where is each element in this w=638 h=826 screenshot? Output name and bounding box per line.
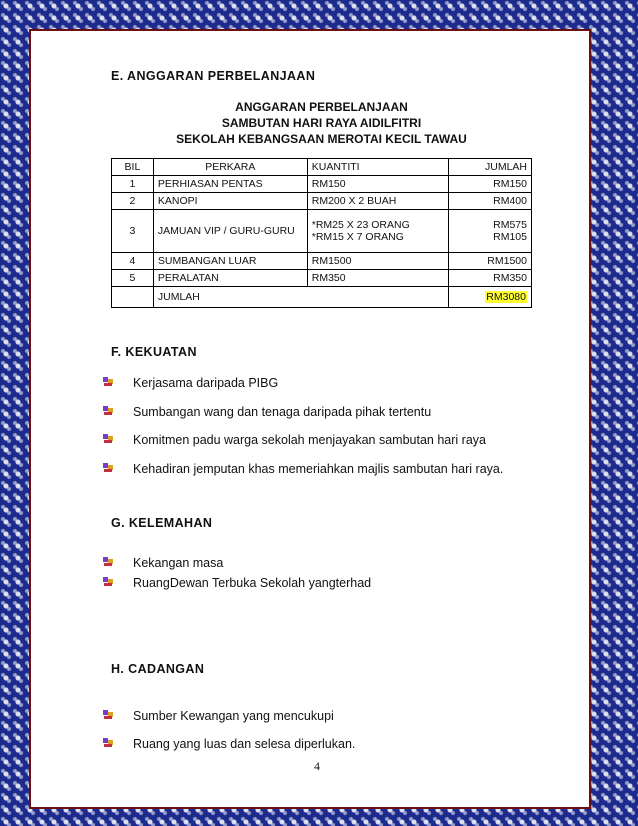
row4-kuantiti: RM1500	[307, 253, 448, 270]
row1-bil: 1	[112, 176, 154, 193]
header-bil: BIL	[112, 159, 154, 176]
total-label: JUMLAH	[153, 287, 448, 308]
budget-heading-line3: SEKOLAH KEBANGSAAN MEROTAI KECIL TAWAU	[176, 132, 467, 146]
row3-kuantiti-line2: *RM15 X 7 ORANG	[311, 231, 404, 243]
row3-perkara: JAMUAN VIP / GURU-GURU	[153, 210, 307, 253]
header-perkara: PERKARA	[153, 159, 307, 176]
budget-heading-line2: SAMBUTAN HARI RAYA AIDILFITRI	[221, 116, 422, 130]
total-value: RM3080	[486, 291, 526, 303]
row3-jumlah	[449, 210, 532, 253]
table-row	[112, 176, 532, 193]
bullet-icon	[103, 577, 114, 587]
table-row	[112, 193, 532, 210]
table-total-row	[112, 287, 532, 308]
page-number: 4	[314, 759, 320, 773]
list-item: RuangDewan Terbuka Sekolah yangterhad	[133, 576, 372, 590]
header-jumlah: JUMLAH	[449, 159, 532, 176]
list-item: Sumber Kewangan yang mencukupi	[133, 709, 334, 723]
total-bil-empty	[112, 287, 154, 308]
row5-bil: 5	[112, 270, 154, 287]
list-item: Ruang yang luas dan selesa diperlukan.	[133, 737, 356, 751]
budget-heading-line1: ANGGARAN PERBELANJAAN	[235, 100, 408, 114]
header-kuantiti: KUANTITI	[307, 159, 448, 176]
row4-jumlah: RM1500	[449, 253, 532, 270]
list-item: Kehadiran jemputan khas memeriahkan majlis sambutan hari raya.	[133, 462, 504, 476]
row5-perkara: PERALATAN	[153, 270, 307, 287]
list-item: Kekangan masa	[133, 556, 224, 570]
row2-bil: 2	[112, 193, 154, 210]
table-row	[112, 270, 532, 287]
bullet-icon	[103, 710, 114, 720]
row3-jumlah-line2: RM105	[493, 231, 527, 243]
list-item: Sumbangan wang dan tenaga daripada pihak tertentu	[133, 405, 432, 419]
row2-kuantiti: RM200 X 2 BUAH	[307, 193, 448, 210]
table-row	[112, 253, 532, 270]
row2-perkara: KANOPI	[153, 193, 307, 210]
section-h-title: H. CADANGAN	[111, 662, 205, 676]
list-item: Komitmen padu warga sekolah menjayakan sambutan hari raya	[133, 433, 486, 447]
bullet-icon	[103, 406, 114, 416]
table-row	[112, 210, 532, 253]
budget-table	[111, 158, 532, 308]
row2-jumlah: RM400	[449, 193, 532, 210]
section-g-title: G. KELEMAHAN	[111, 516, 213, 530]
budget-heading	[111, 100, 532, 148]
row3-kuantiti	[307, 210, 448, 253]
bullet-icon	[103, 434, 114, 444]
bullet-icon	[103, 738, 114, 748]
row5-jumlah: RM350	[449, 270, 532, 287]
row1-perkara: PERHIASAN PENTAS	[153, 176, 307, 193]
section-e-title: E. ANGGARAN PERBELANJAAN	[111, 69, 316, 83]
row4-perkara: SUMBANGAN LUAR	[153, 253, 307, 270]
table-header-row	[112, 159, 532, 176]
row1-kuantiti: RM150	[307, 176, 448, 193]
bullet-icon	[103, 557, 114, 567]
row3-bil: 3	[112, 210, 154, 253]
section-f-title: F. KEKUATAN	[111, 345, 197, 359]
row3-kuantiti-line1: *RM25 X 23 ORANG	[311, 219, 410, 231]
row4-bil: 4	[112, 253, 154, 270]
bullet-icon	[103, 377, 114, 387]
list-item: Kerjasama daripada PIBG	[133, 376, 279, 390]
total-value-cell	[449, 287, 532, 308]
row5-kuantiti: RM350	[307, 270, 448, 287]
row3-jumlah-line1: RM575	[493, 219, 527, 231]
bullet-icon	[103, 463, 114, 473]
row1-jumlah: RM150	[449, 176, 532, 193]
